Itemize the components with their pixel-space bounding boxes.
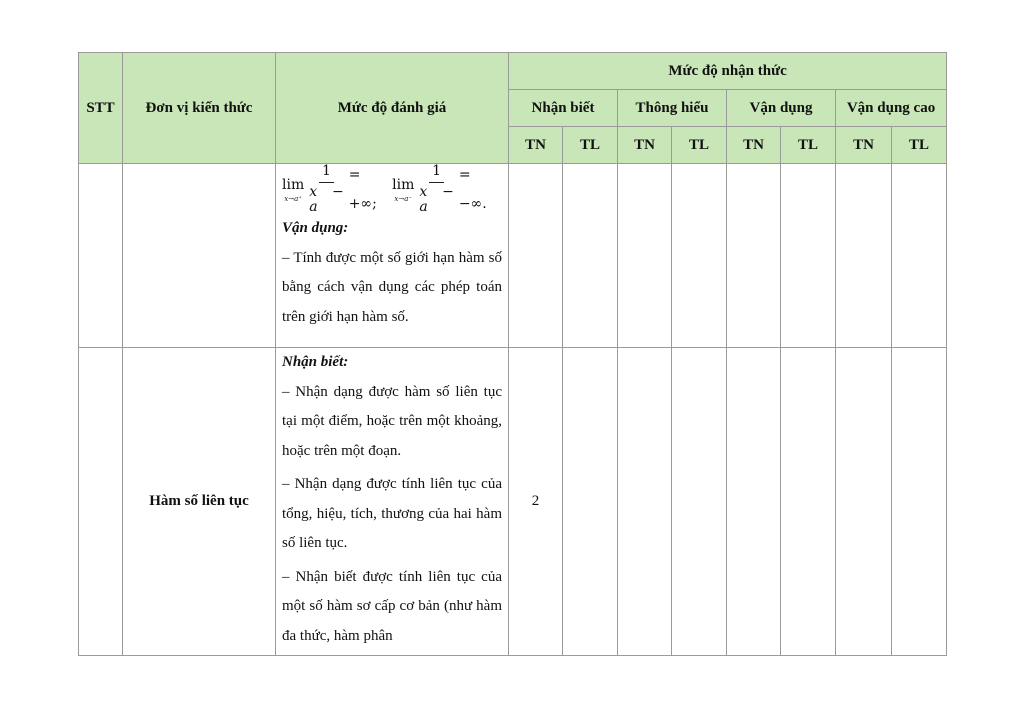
header-sub-tl: TL xyxy=(563,127,618,164)
header-sub-tn: TN xyxy=(727,127,781,164)
count-cell xyxy=(892,348,947,656)
header-level-apply: Vận dụng xyxy=(727,90,836,127)
limit-result: = +∞; xyxy=(348,166,377,212)
table-row xyxy=(79,348,947,656)
count-cell xyxy=(672,348,727,656)
count-cell xyxy=(727,348,781,656)
assessment-cell xyxy=(276,164,509,348)
fraction-numerator: 1 xyxy=(319,164,334,182)
stt-cell xyxy=(79,348,123,656)
count-cell xyxy=(836,164,892,348)
stt-cell xyxy=(79,164,123,348)
count-cell xyxy=(563,348,618,656)
count-cell xyxy=(672,164,727,348)
count-cell xyxy=(509,164,563,348)
unit-cell xyxy=(123,164,276,348)
unit-cell: Hàm số liên tục xyxy=(123,348,276,656)
fraction-numerator: 1 xyxy=(429,164,444,182)
header-level-apply-high: Vận dụng cao xyxy=(836,90,947,127)
header-level-understand: Thông hiểu xyxy=(618,90,727,127)
assessment-text: – Nhận dạng được hàm số liên tục tại một điểm, hoặc trên một khoảng, hoặc trên một đoạn. xyxy=(282,383,502,459)
header-sub-tl: TL xyxy=(892,127,947,164)
header-cognition-level: Mức độ nhận thức xyxy=(509,53,947,90)
count-cell xyxy=(781,348,836,656)
limit-formula xyxy=(282,164,502,214)
header-sub-tn: TN xyxy=(618,127,672,164)
count-cell xyxy=(836,348,892,656)
header-stt: STT xyxy=(79,53,123,164)
header-level-recognize: Nhận biết xyxy=(509,90,618,127)
lim-label: lim xyxy=(282,176,305,193)
count-cell xyxy=(618,164,672,348)
count-cell xyxy=(563,164,618,348)
fraction-denominator: x − a xyxy=(419,183,454,216)
assessment-cell xyxy=(276,348,509,656)
header-sub-tl: TL xyxy=(781,127,836,164)
limit-result: = −∞. xyxy=(458,166,487,212)
header-assessment: Mức độ đánh giá xyxy=(276,53,509,164)
level-label: Vận dụng: xyxy=(282,220,349,236)
count-cell xyxy=(781,164,836,348)
assessment-text: – Nhận biết được tính liên tục của một số hàm sơ cấp cơ bản (như hàm đa thức, hàm phân xyxy=(282,568,502,644)
header-sub-tn: TN xyxy=(509,127,563,164)
lim-subscript: x→a⁻ xyxy=(394,194,413,203)
count-cell xyxy=(618,348,672,656)
header-sub-tl: TL xyxy=(672,127,727,164)
count-cell: 2 xyxy=(509,348,563,656)
level-label: Nhận biết: xyxy=(282,354,349,370)
assessment-text: – Nhận dạng được tính liên tục của tổng, hiệu, tích, thương của hai hàm số liên tục. xyxy=(282,476,502,551)
assessment-text: – Tính được một số giới hạn hàm số bằng cách vận dụng các phép toán trên giới hạn hàm số. xyxy=(282,249,502,325)
lim-subscript: x→a⁺ xyxy=(284,194,302,203)
assessment-matrix-table xyxy=(78,52,947,656)
count-cell xyxy=(727,164,781,348)
header-sub-tn: TN xyxy=(836,127,892,164)
count-cell xyxy=(892,164,947,348)
lim-label: lim xyxy=(392,176,415,193)
fraction-denominator: x − a xyxy=(309,183,344,216)
header-unit: Đơn vị kiến thức xyxy=(123,53,276,164)
table-row xyxy=(79,164,947,348)
